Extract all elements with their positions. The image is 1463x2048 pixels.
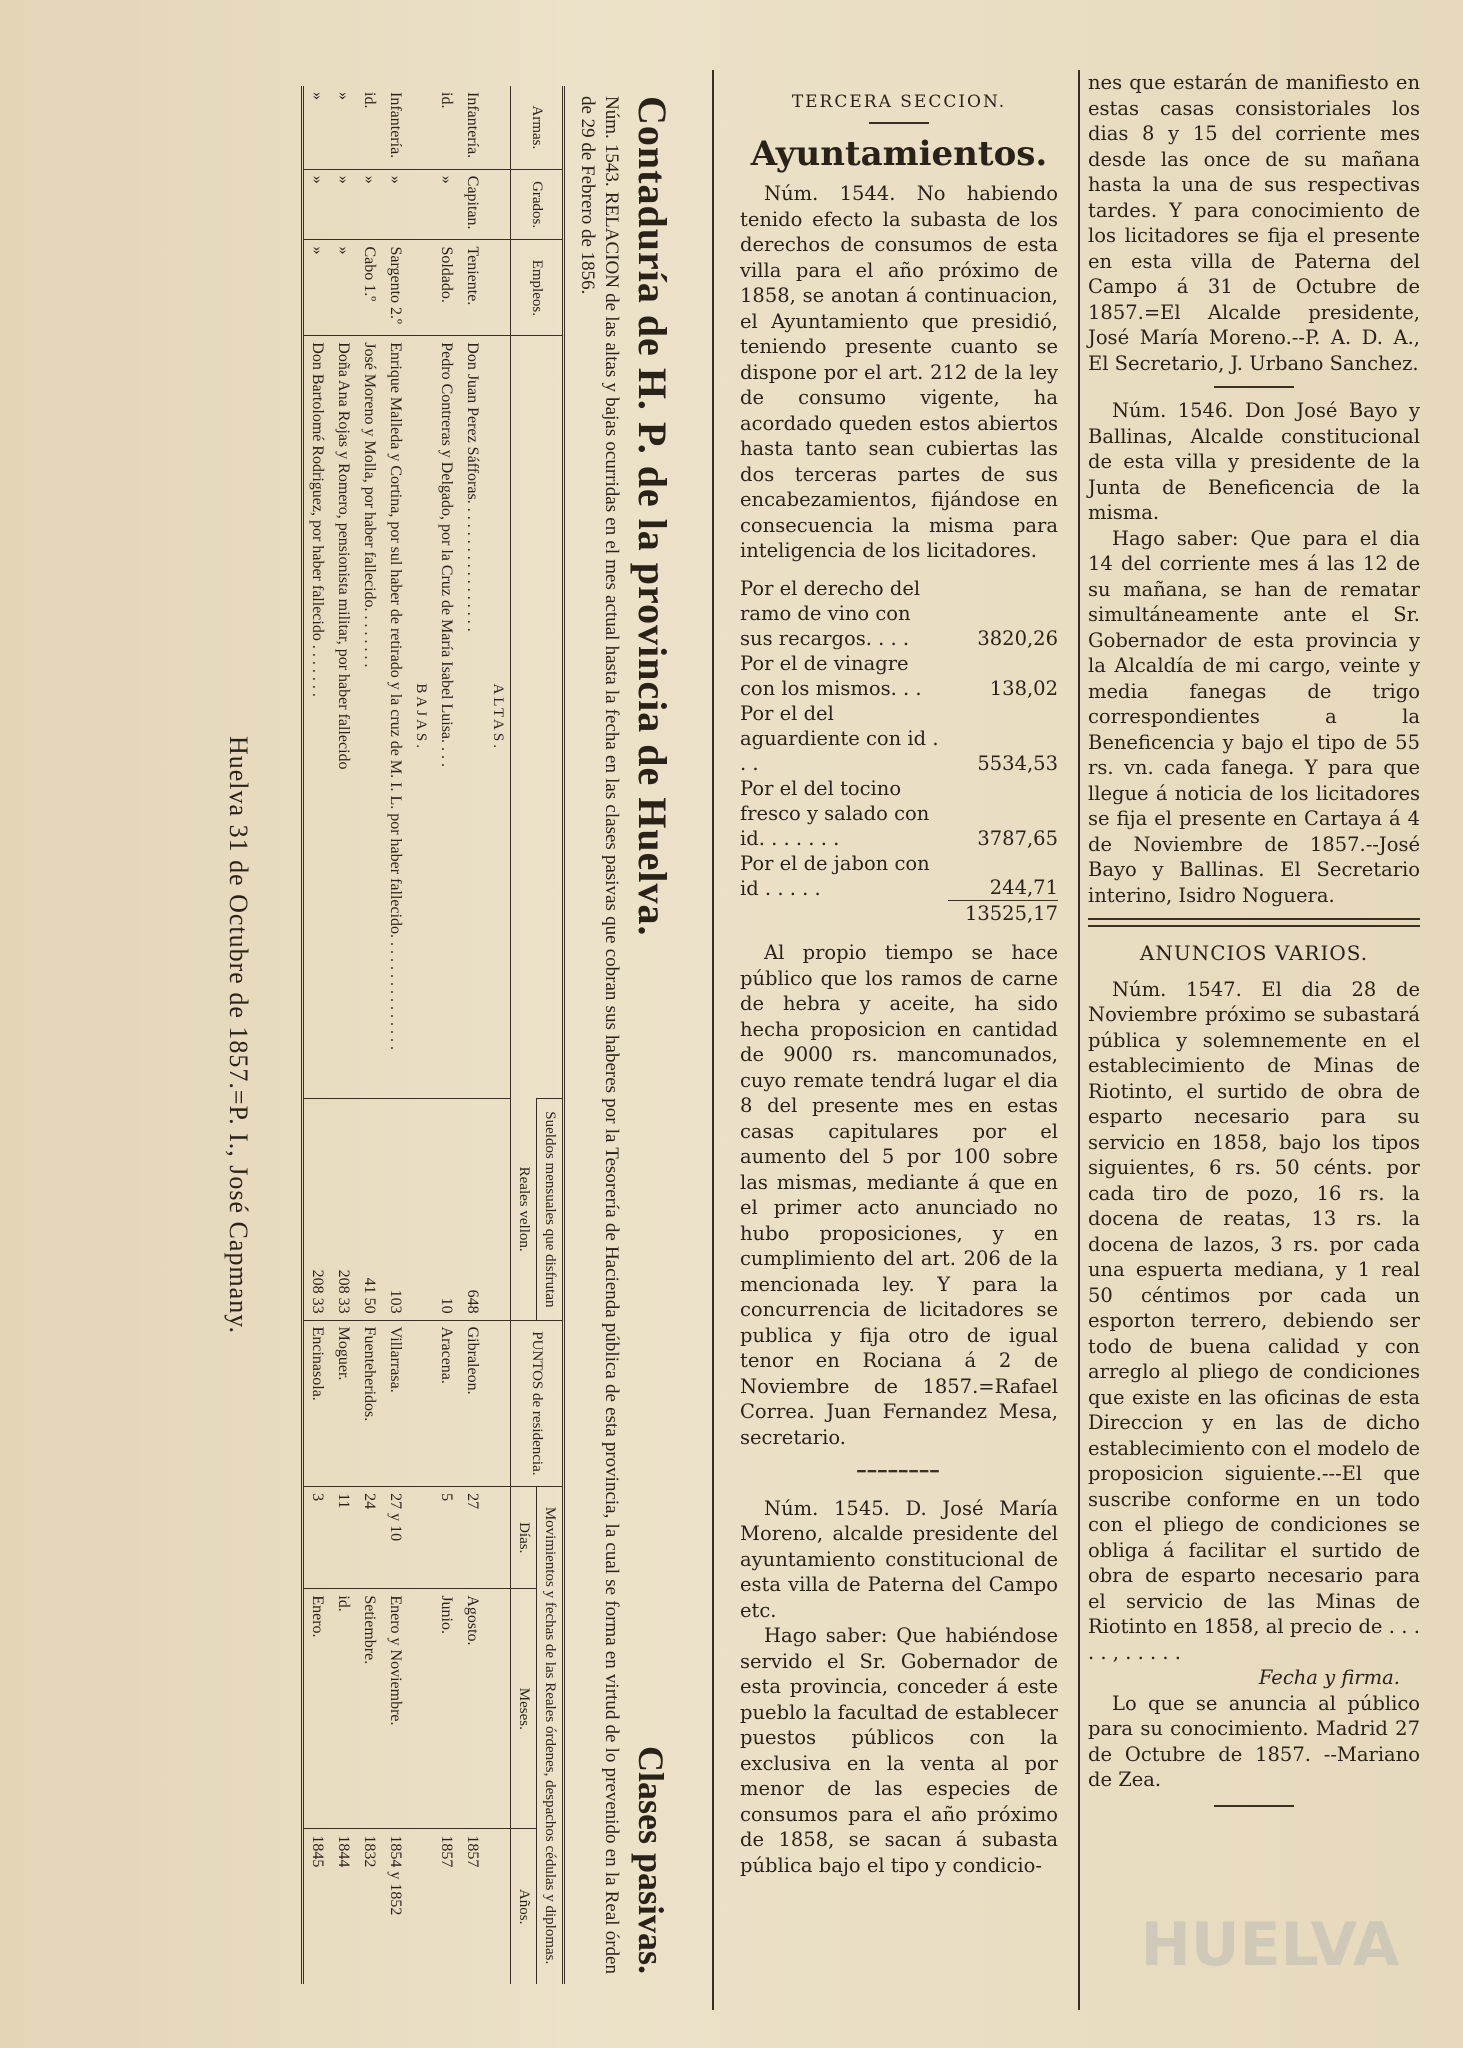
anuncios-heading: ANUNCIOS VARIOS.: [1139, 941, 1369, 965]
header-dias: Días.: [511, 1487, 537, 1589]
notice-1545: Núm. 1545. D. José María Moreno, alcalde presidente del ayuntamiento constitucional de esta villa de Paterna del Campo etc.: [740, 1496, 1058, 1622]
huelva-footer: Huelva 31 de Octubre de 1857.=P. I., José Capmany.: [224, 735, 253, 1335]
divider: [869, 122, 929, 124]
divider: [1214, 1805, 1294, 1807]
paragraph-cartaya: Hago saber: Que para el dia 14 del corriente mes á las 12 de su mañana, se han de rematar simultáneamente ante el Sr. Gobernador de esta provincia y la Alcaldía de mi cargo, veinte y media fanegas de trigo correspondientes a la Beneficencia y bajo el tipo de 55 rs. vn. cada fanega. Y para que llegue á noticia de los licitadores se fija el presente en Cartaya á 4 de Noviembre de 1857.--José Bayo y Ballinas. El Secretario interino, Isidro Noguera.: [1088, 526, 1420, 907]
table-row: Infantería. » Sargento 2.º Enrique Malleda y Cortina, por sul haber de retirado y la cruz de M. I. L. por haber fallecido. . . . . . . . . . . . . . . 103 Villarrasa. 27 y 10 Enero y Noviembre. 1854 y 1852: [382, 86, 408, 1984]
right-column: [1088, 70, 1420, 1819]
ornament-divider: ━━━━━━━━: [857, 1464, 941, 1480]
contaduria-title: Contaduría de H. P. de la provincia de Huelva.: [630, 96, 675, 937]
header-nombres: [511, 336, 564, 1099]
table-row: Infantería. Capitan. Teniente. Don Juan Perez Sáfforas. . . . . . . . . . . . . . . . . 648 Gibraleon. 27 Agosto. 1857: [459, 86, 485, 1984]
column-divider: [1078, 70, 1080, 2010]
fecha-firma: Fecha y firma.: [1258, 1666, 1400, 1689]
paragraph-hago-saber: Hago saber: Que habiéndose servido el Sr. Gobernador de esta provincia, conceder á este pueblo la facultad de establecer puestos públicos con la exclusiva en la venta al por menor de las especies de consumos para el año próximo de 1858, se sacan á subasta pública bajo el tipo y condicio-: [740, 1624, 1058, 1877]
column-divider: [712, 70, 714, 2010]
paragraph-madrid: Lo que se anuncia al público para su conocimiento. Madrid 27 de Octubre de 1857. --Mariano de Zea.: [1088, 1691, 1420, 1791]
watermark-stamp: HUELVA: [1140, 1910, 1400, 1980]
table-row: Por el derecho del ramo de vino con sus recargos. . . . 3820,26: [740, 576, 1058, 650]
header-anos: Años.: [511, 1829, 537, 1984]
notice-1546: Núm. 1546. Don José Bayo y Ballinas, Alcalde constitucional de esta villa y presidente de la Junta de Beneficencia de la misma.: [1088, 399, 1420, 524]
thick-divider: [1088, 918, 1420, 927]
rotated-section: [40, 70, 690, 2000]
header-meses: Meses.: [511, 1589, 537, 1829]
header-movimientos: Movimientos y fechas de las Reales órdenes, despachos cédulas y diplomas.: [537, 1487, 564, 1984]
relacion-intro: Núm. 1543. RELACION de las altas y bajas ocurridas en el mes actual hasta la fecha en las clases pasivas que cobran sus haberes por la Tesorería de Hacienda pública de esta provincia, la cual se forma en virtud de lo prevenido en la Real órden de 29 de Febrero de 1856.: [577, 96, 622, 1974]
altas-label: ALTAS.: [485, 336, 511, 1099]
header-armas: Armas.: [511, 86, 564, 169]
header-puntos: PUNTOS de residencia.: [511, 1320, 564, 1486]
notice-1544: Núm. 1544. No habiendo tenido efecto la subasta de los derechos de consumos de esta villa para el año próximo de 1858, se anotan á continuacion, el Ayuntamiento que presidió, teniendo presente cuanto se dispone por el art. 212 de la ley de consumo vigente, ha acordado queden estos abiertos hasta tanto sean cubiertas las dos terceras partes de sus encabezamientos, fijándose en consecuencia la misma para inteligencia de los licitadores.: [740, 182, 1058, 562]
consumos-table: [740, 576, 1058, 927]
header-grados: Grados.: [511, 169, 564, 240]
bajas-label: BAJAS.: [408, 336, 433, 1099]
notice-1547: Núm. 1547. El dia 28 de Noviembre próximo se subastará pública y solemnemente en el establecimiento de Minas de Riotinto, el surtido de obra de esparto necesario para su servicio en 1858, bajo los tipos siguientes, 6 rs. 50 cénts. por cada tiro de pozo, 16 rs. la docena de reatas, 13 rs. la docena de lazos, 3 rs. por cada una espuerta mediana, y 1 real 50 céntimos por cada un esporton terrero, debiendo ser todo de buena calidad y con arreglo al pliego de condiciones que existe en las oficinas de esta Direccion y en las de dicho establecimiento con el modelo de proposicion siguiente.---El que suscribe conforme en un todo con el pliego de condiciones se obliga á facilitar el surtido de obra de esparto necesario para el servicio de las Minas de Riotinto en 1858, al precio de . . . . . , . . . . .: [1088, 977, 1420, 1664]
table-row: Por el de jabon con id . . . . . 244,71: [740, 851, 1058, 900]
table-row: id. » Soldado. Pedro Contreras y Delgado, por la Cruz de María Isabel Luisa. . . . 10 Aracena. 5 Junio. 1857: [433, 86, 459, 1984]
header-reales: Reales vellon.: [511, 1099, 537, 1320]
table-row: » » » Don Bartolomé Rodriguez, por haber fallecido . . . . . . . 208 33 Encinasola. 3 Enero. 1845: [303, 86, 331, 1984]
table-row: id. » Cabo 1.º José Moreno y Molla, por haber fallecido. . . . . . . . 41 50 Fuenteheridos. 24 Setiembre. 1832: [356, 86, 382, 1984]
section-title: TERCERA SECCION.: [791, 92, 1007, 112]
paragraph-paterna: nes que estarán de manifiesto en estas casas consistoriales los dias 8 y 15 del corriente mes desde las once de su mañana hasta la una de sus respectivas tardes. Y para conocimiento de los licitadores se fija el presente en esta villa de Paterna del Campo á 31 de Octubre de 1857.=El Alcalde presidente, José María Moreno.--P. A. D. A., El Secretario, J. Urbano Sanchez.: [1088, 71, 1420, 375]
middle-column: [740, 70, 1058, 1878]
header-empleos: Empleos.: [511, 240, 564, 336]
table-row: Por el de vinagre con los mismos. . . 138,02: [740, 651, 1058, 700]
table-row: » » » Doña Ana Rojas y Romero, pensionista militar, por haber fallecido 208 33 Moguer. 11 id. 1844: [330, 86, 356, 1984]
relacion-table: [301, 86, 565, 1984]
divider: [1214, 386, 1294, 388]
total-value: 13525,17: [948, 901, 1058, 927]
table-row: Por el del tocino fresco y salado con id. . . . . . . 3787,65: [740, 776, 1058, 850]
paragraph-rociana: Al propio tiempo se hace público que los ramos de carne de hebra y aceite, ha sido hecha proposicion en cantidad de 9000 rs. mancomunados, cuyo remate tendrá lugar el dia 8 del presente mes en estas casas capitulares por el aumento del 5 por 100 sobre las mismas, mediante á que en el primer acto anunciado no hubo proposiciones, y en cumplimiento del art. 206 de la mencionada ley. Y para la concurrencia de licitadores se publica y fija otro de igual tenor en Rociana á 2 de Noviembre de 1857.=Rafael Correa. Juan Fernandez Mesa, secretario.: [740, 941, 1058, 1449]
table-row: Por el del aguardiente con id . . . 5534,53: [740, 701, 1058, 775]
ayuntamientos-heading: Ayuntamientos.: [750, 133, 1048, 174]
header-sueldos: Sueldos mensuales que disfrutan: [537, 1099, 564, 1320]
clases-pasivas-title: Clases pasivas.: [631, 1745, 671, 1974]
